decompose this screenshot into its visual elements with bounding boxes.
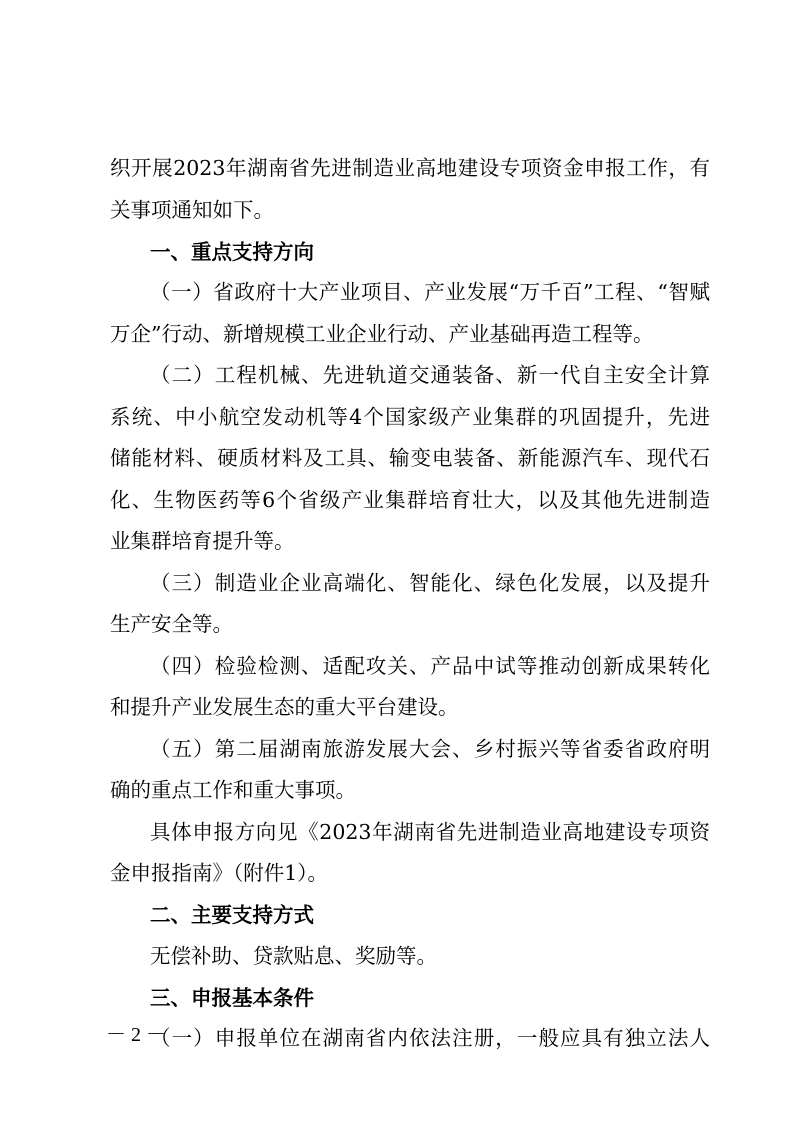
body-text-line: 关事项通知如下。: [110, 198, 274, 222]
body-text-line: （一）申报单位在湖南省内依法注册，一般应具有独立法人: [150, 1026, 710, 1050]
body-text-line: （四）检验检测、适配攻关、产品中试等推动创新成果转化: [150, 654, 710, 678]
body-text-line: 储能材料、硬质材料及工具、输变电装备、新能源汽车、现代石: [110, 446, 710, 470]
page-number: － 2 －: [106, 1024, 166, 1046]
body-text-line: 化、生物医药等6个省级产业集群培育壮大，以及其他先进制造: [110, 488, 710, 512]
section-heading: 一、重点支持方向: [150, 240, 314, 264]
body-text-line: 确的重点工作和重大事项。: [110, 778, 356, 802]
body-text-line: （二）工程机械、先进轨道交通装备、新一代自主安全计算: [150, 363, 710, 387]
body-text-line: 无偿补助、贷款贴息、奖励等。: [150, 944, 437, 968]
body-text-line: 具体申报方向见《2023年湖南省先进制造业高地建设专项资: [150, 820, 710, 844]
body-text-line: 系统、中小航空发动机等4个国家级产业集群的巩固提升，先进: [110, 405, 710, 429]
body-text-line: （三）制造业企业高端化、智能化、绿色化发展，以及提升: [150, 571, 710, 595]
body-text-line: 生产安全等。: [110, 612, 233, 636]
body-text-line: 织开展2023年湖南省先进制造业高地建设专项资金申报工作，有: [110, 156, 710, 180]
body-text-line: 业集群培育提升等。: [110, 529, 295, 553]
section-heading: 三、申报基本条件: [150, 986, 314, 1010]
body-text-line: 金申报指南》（附件1）。: [110, 861, 329, 885]
body-text-line: 万企”行动、新增规模工业企业行动、产业基础再造工程等。: [110, 322, 654, 346]
body-text-line: 和提升产业发展生态的重大平台建设。: [110, 695, 459, 719]
section-heading: 二、主要支持方式: [150, 903, 314, 927]
body-text-line: （一）省政府十大产业项目、产业发展“万千百”工程、“智赋: [150, 280, 710, 304]
body-text-line: （五）第二届湖南旅游发展大会、乡村振兴等省委省政府明: [150, 737, 710, 761]
